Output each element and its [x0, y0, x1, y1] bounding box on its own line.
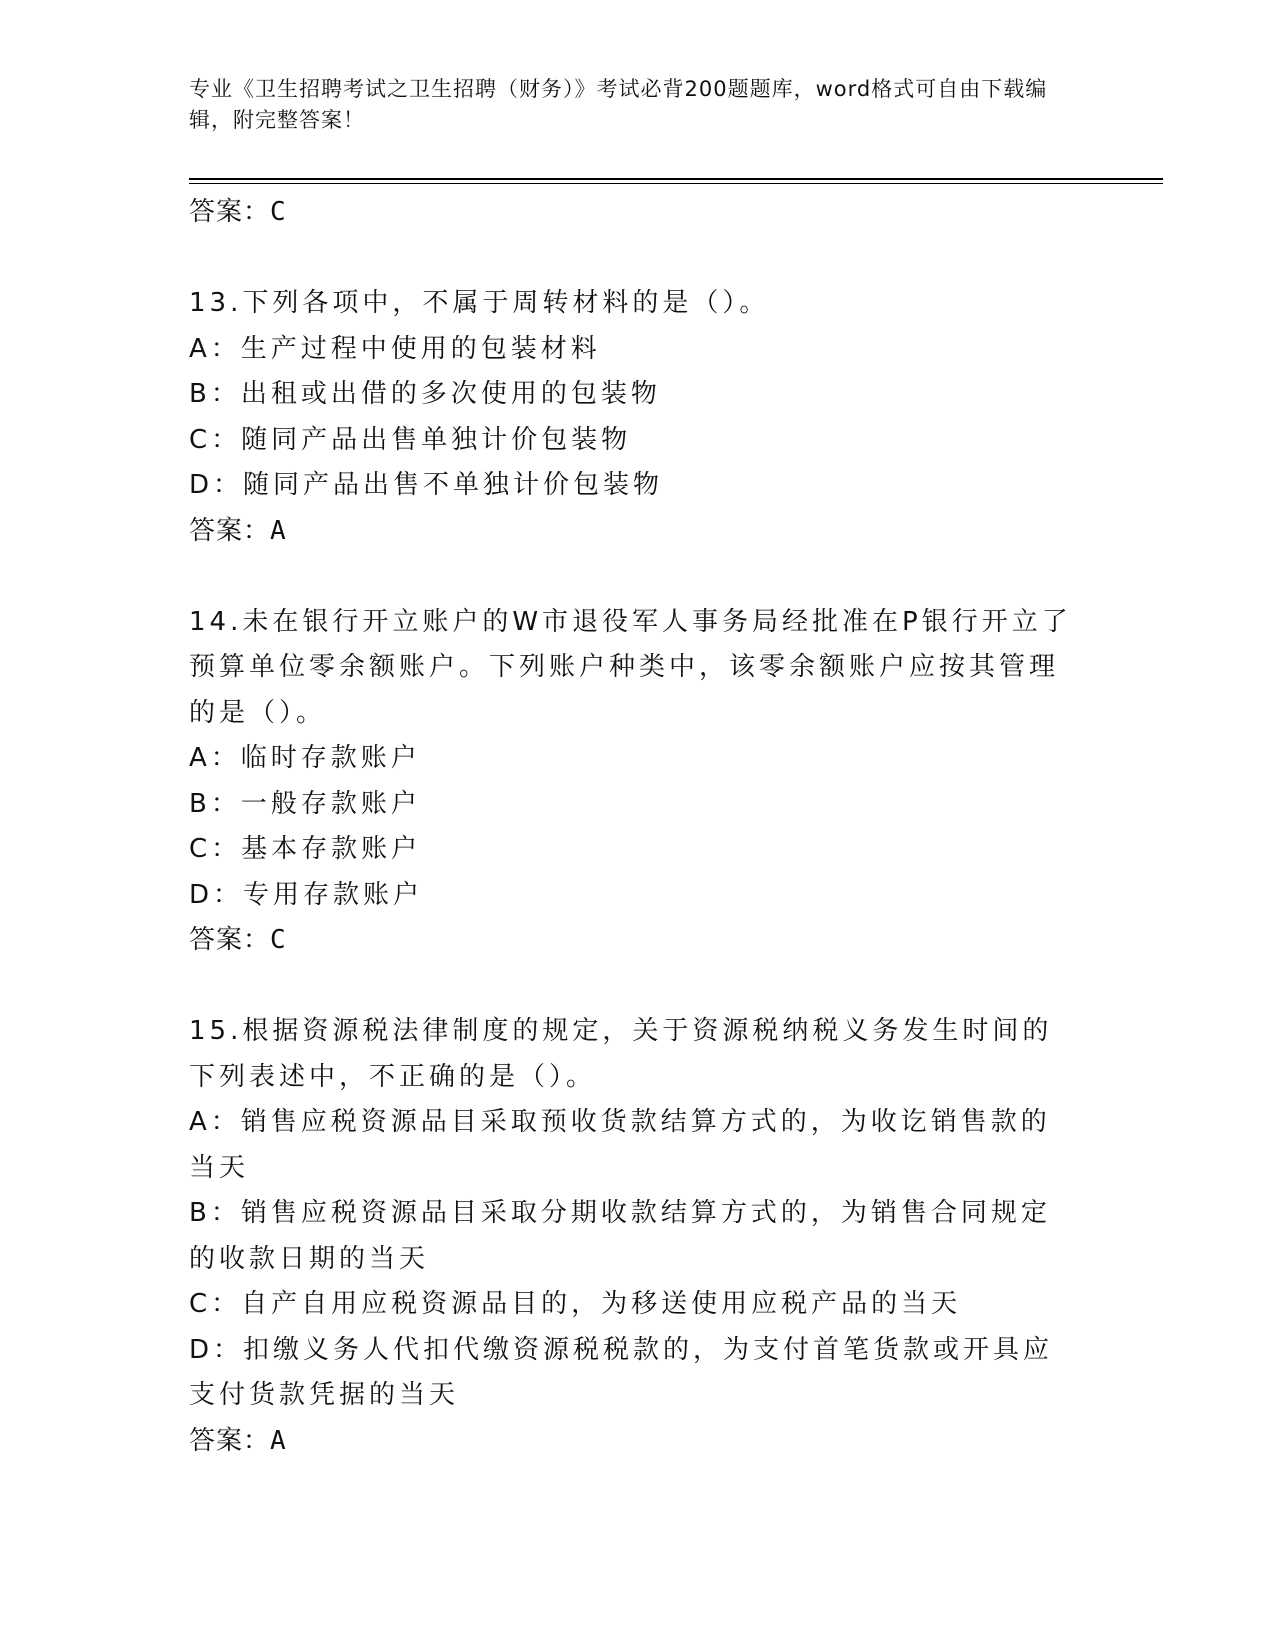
- spacer: [189, 554, 1089, 600]
- option-c: C：随同产品出售单独计价包装物: [189, 424, 632, 455]
- option-b: B：销售应税资源品目采取分期收款结算方式的，为销售合同规定的收款日期的当天: [189, 1198, 1051, 1274]
- option-c: C：基本存款账户: [189, 834, 422, 864]
- answer-line: [189, 918, 1089, 964]
- question-stem: 14.未在银行开立账户的W市退役军人事务局经批准在P银行开立了预算单位零余额账户。下列账户种类中，该零余额账户应按其管理的是（）。: [189, 606, 1072, 728]
- question-stem: 15.根据资源税法律制度的规定，关于资源税纳税义务发生时间的下列表述中，不正确的是（）。: [189, 1016, 1053, 1092]
- option-b: B：一般存款账户: [189, 788, 421, 819]
- question-13: [189, 281, 1089, 554]
- option-d: D：随同产品出售不单独计价包装物: [189, 470, 664, 500]
- answer-line: [189, 1419, 1089, 1465]
- answer-line: [189, 509, 1089, 555]
- option-d: D：扣缴义务人代扣代缴资源税税款的，为支付首笔货款或开具应支付货款凭据的当天: [189, 1334, 1054, 1410]
- spacer: [189, 964, 1089, 1010]
- answer-value: C: [270, 925, 287, 955]
- header-rule-thick: [189, 178, 1163, 180]
- answer-label: 答案：: [189, 1425, 271, 1456]
- answer-value: C: [270, 197, 287, 227]
- spacer: [189, 236, 1089, 282]
- document-content: [189, 190, 1089, 1464]
- question-14: [189, 600, 1089, 964]
- answer-label: 答案：: [189, 515, 271, 546]
- answer-label: 答案：: [189, 197, 271, 227]
- question-stem: 13.下列各项中，不属于周转材料的是（）。: [189, 288, 770, 318]
- answer-value: A: [270, 515, 287, 546]
- option-a: A：销售应税资源品目采取预收货款结算方式的，为收讫销售款的当天: [189, 1107, 1051, 1183]
- option-c: C：自产自用应税资源品目的，为移送使用应税产品的当天: [189, 1289, 962, 1319]
- option-a: A：临时存款账户: [189, 743, 421, 773]
- answer-line: [189, 190, 1089, 236]
- answer-value: A: [270, 1425, 287, 1456]
- document-header: 专业《卫生招聘考试之卫生招聘（财务）》考试必背200题题库，word格式可自由下载编辑，附完整答案！: [189, 77, 1048, 132]
- question-15: [189, 1009, 1089, 1464]
- option-d: D：专用存款账户: [189, 879, 424, 910]
- option-a: A：生产过程中使用的包装材料: [189, 333, 601, 364]
- header-rule-thin: [189, 183, 1163, 184]
- option-b: B：出租或出借的多次使用的包装物: [189, 379, 661, 409]
- answer-label: 答案：: [189, 925, 271, 955]
